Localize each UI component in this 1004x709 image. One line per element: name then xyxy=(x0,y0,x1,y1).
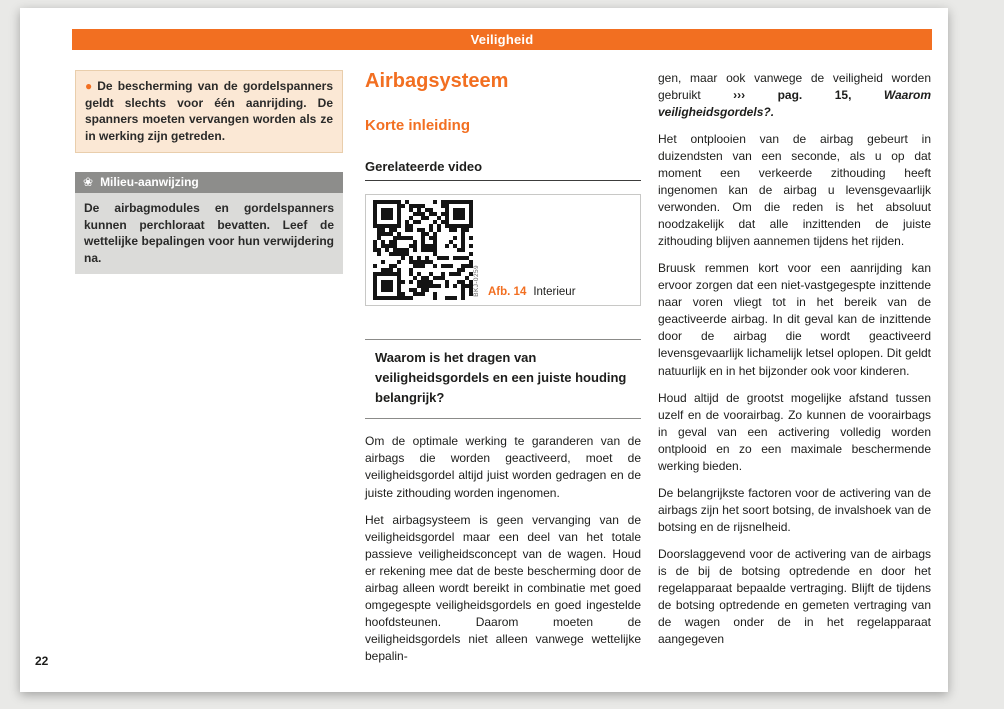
environment-note-title: Milieu-aanwijzing xyxy=(100,175,199,190)
environment-note-text: De airbagmodules en gordelspanners kunnen perchloraat bevatten. Leef de wettelijke bepalingen voor hun verwijdering na. xyxy=(75,193,343,274)
figure-caption: Interieur xyxy=(533,286,576,298)
figure-label: Afb. 14 xyxy=(488,286,527,298)
chapter-header-bar xyxy=(72,29,932,50)
paragraph: Doorslaggevend voor de activering van de airbags is de bij de botsing optredende en door het regelapparaat bepaalde vertraging. Blijft de tijdens de botsing optredende en gemeten vertraging van de wagen onder de in het regelapparaat aangegeven xyxy=(658,546,931,646)
article-title: Airbagsysteem xyxy=(365,70,509,92)
environment-note-header xyxy=(75,172,343,193)
qr-code xyxy=(373,200,473,300)
paragraph: Bruusk remmen kort voor een aanrijding kan ervoor zorgen dat een niet-vastgegespte inzittende naar voren vliegt tot in het bereik van de geactiveerde airbag. In dit geval kan de inzittende door de airbag die wordt geactiveerd levensgevaarlijk lichamelijk letsel oplopen. Dit geldt natuurlijk en in het bijzonder ook voor kinderen. xyxy=(658,261,931,378)
warning-note-text: De bescherming van de gordelspanners geldt slechts voor één aanrijding. De spanners moeten vervangen worden als ze in werking zijn getreden. xyxy=(85,79,333,143)
section-subtitle: Korte inleiding xyxy=(365,117,470,134)
video-heading: Gerelateerde video xyxy=(365,159,641,181)
paragraph: De belangrijkste factoren voor de activering van de airbags zijn het soort botsing, de invalshoek van de botsing en de rijsnelheid. xyxy=(658,485,931,534)
chapter-title: Veiligheid xyxy=(470,32,534,47)
warning-note xyxy=(75,70,343,153)
page-reference: ››› pag. 15, xyxy=(733,88,884,103)
paragraph: Om de optimale werking te garanderen van de airbags die worden geactiveerd, moet de veiligheidsgordel altijd juist worden gedragen en de juiste zithouding worden ingenomen. xyxy=(365,434,641,500)
paragraph xyxy=(658,70,931,121)
page-number: 22 xyxy=(35,654,49,668)
paragraph: Het ontplooien van de airbag gebeurt in duizendsten van een seconde, als u op dat moment een verkeerde zithouding heeft ingenomen kan de airbag u levensgevaarlijk verwonden. Om die reden is het absoluut noodzakelijk dat alle inzittenden de juiste zithouding blijven aannemen tijdens het rijden. xyxy=(658,132,931,249)
paragraph: Houd altijd de grootst mogelijke afstand tussen uzelf en de voorairbag. Zo kunnen de voorairbags in geval van een activering volledig worden ontplooid en zo een maximale beschermende werking bieden. xyxy=(658,390,931,473)
figure-box xyxy=(365,194,641,306)
right-column xyxy=(658,58,931,648)
middle-column xyxy=(365,58,641,665)
warning-bullet-icon: ● xyxy=(85,79,95,93)
flower-icon: ❀ xyxy=(83,175,94,190)
paragraph: Het airbagsysteem is geen vervanging van de veiligheidsgordel maar een deel van het totale passieve veiligheidsconcept van de wagen. Houd er rekening mee dat de beste bescherming door de airbag alleen wordt bereikt in combinatie met goed omgegespte veiligheidsgordels en goed ingestelde hoofdsteunen. Daarom moeten de veiligheidsgordels niet alleen vanwege wettelijke bepalin- xyxy=(365,512,641,663)
environment-note xyxy=(75,172,343,274)
section-heading: Waarom is het dragen van veiligheidsgordels en een juiste houding belangrijk? xyxy=(365,339,641,419)
page-reference-title: Waarom veiligheidsgordels?. xyxy=(658,88,931,120)
paragraph-text: gen, maar ook vanwege de veiligheid worden gebruikt xyxy=(658,71,931,103)
manual-page xyxy=(20,8,948,692)
left-column xyxy=(75,70,343,274)
figure-code: BKJ-0259 xyxy=(473,265,480,297)
figure-caption-row xyxy=(488,286,576,298)
